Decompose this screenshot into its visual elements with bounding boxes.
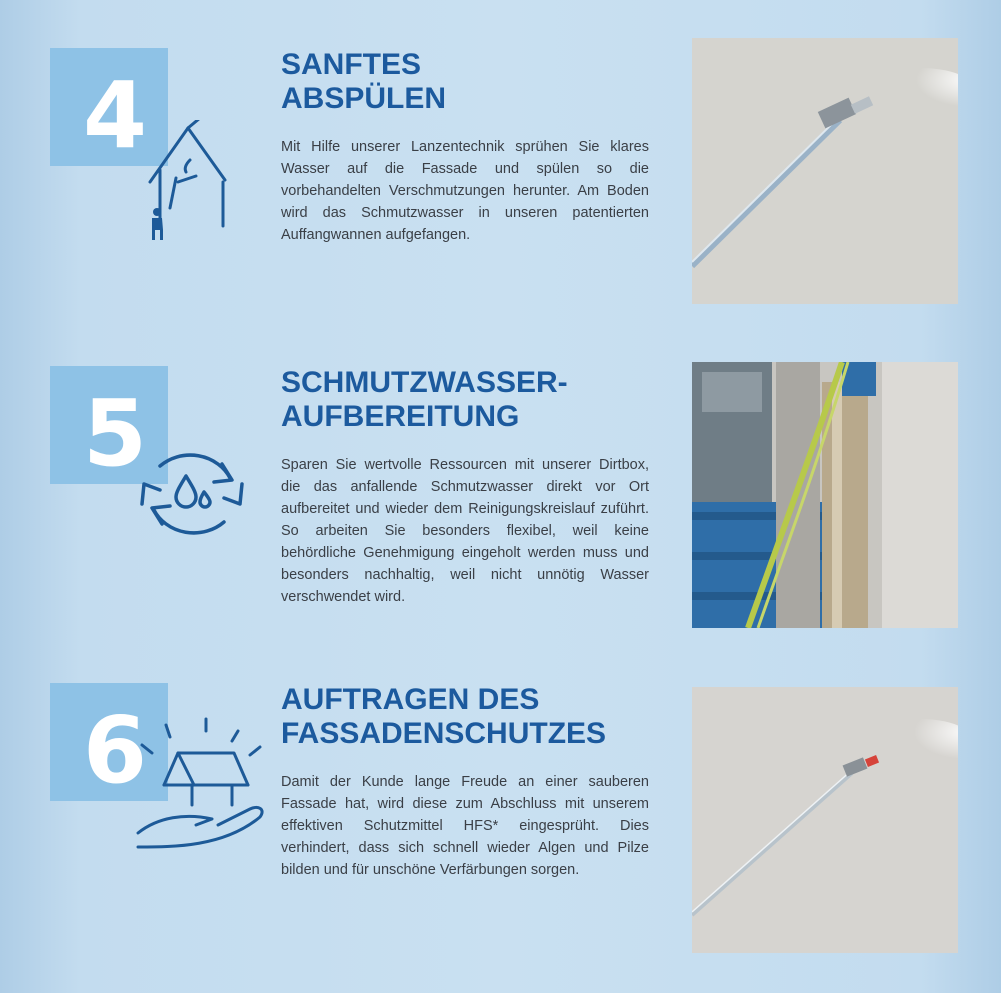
title-line-1: AUFTRAGEN DES [281,683,540,716]
step-title [281,48,681,116]
step-title [281,683,681,751]
step-number: 6 [82,697,147,804]
title-line-1: SCHMUTZWASSER- [281,366,568,399]
protection-spray-photo [692,687,958,953]
house-on-hand-icon [134,713,270,853]
title-line-2: ABSPÜLEN [281,82,447,115]
title-line-1: SANFTES [281,48,422,81]
title-line-2: AUFBEREITUNG [281,400,520,433]
step-4 [0,48,1001,318]
step-description: Damit der Kunde lange Freude an einer sauberen Fassade hat, wird diese zum Abschluss mit unserem effektiven Schutzmittel HFS* eingesprüht. Dies verhindert, dass sich schnell wieder Algen und Pilze bilden und für unschöne Verfärbungen sorgen. [281,774,649,878]
step-description: Mit Hilfe unserer Lanzentechnik sprühen Sie klares Wasser auf die Fassade und spülen so die vorbehandelten Verschmutzungen herunter. Am Boden wird das Schmutzwasser in unseren patentierten Auffangwannen aufgefangen. [281,139,649,243]
step-description: Sparen Sie wertvolle Ressourcen mit unserer Dirtbox, die das anfallende Schmutzwasser direkt vor Ort aufbereitet und wieder dem Reinigungskreislauf zuführt. So arbeiten Sie besonders flexibel, weil keine behördliche Genehmigung eingeholt werden muss und besonders nachhaltig, weil nicht unnötig Wasser verschwendet wird. [281,457,649,605]
dirtbox-filter-photo [692,362,958,628]
spray-lance-photo [692,38,958,304]
step-title [281,366,681,434]
water-recycle-icon [134,444,250,544]
title-line-2: FASSADENSCHUTZES [281,717,607,750]
step-number: 4 [82,62,147,169]
step-number: 5 [82,380,147,487]
step-5 [0,366,1001,636]
house-washing-icon [130,120,240,240]
step-6 [0,683,1001,953]
